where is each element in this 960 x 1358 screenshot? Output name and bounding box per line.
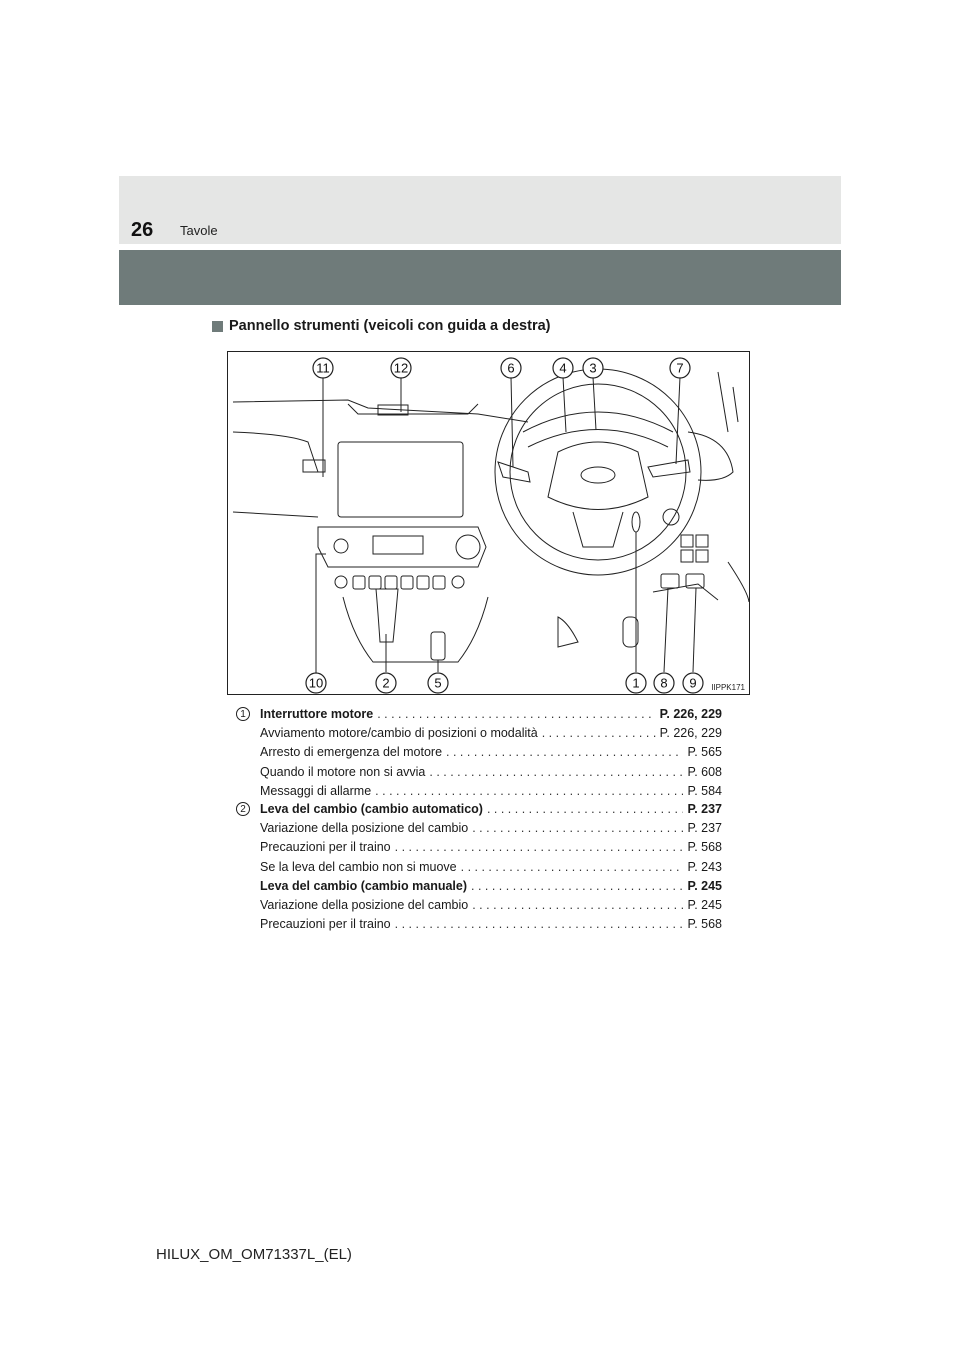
entry-label: Leva del cambio (cambio manuale)	[260, 878, 468, 893]
section-heading	[212, 318, 551, 334]
svg-text:3: 3	[589, 360, 597, 376]
svg-text:2: 2	[382, 675, 390, 691]
entry-row	[260, 838, 722, 857]
svg-text:9: 9	[689, 675, 697, 691]
entry-label: Avviamento motore/cambio di posizioni o modalità	[260, 726, 538, 741]
entry-2	[232, 800, 722, 934]
entry-row	[260, 915, 722, 934]
entry-row	[260, 896, 722, 915]
entry-row	[260, 800, 722, 819]
callout-10	[306, 673, 326, 693]
entry-label: Precauzioni per il traino	[260, 917, 391, 932]
entry-label: Interruttore motore	[260, 707, 374, 721]
page-reference[interactable]: P. 584	[687, 783, 722, 798]
callout-4	[553, 358, 573, 378]
svg-text:8: 8	[660, 675, 668, 691]
leader-dots	[471, 877, 683, 896]
chapter-title: Tavole	[180, 223, 218, 238]
entry-row	[260, 877, 722, 896]
page-reference[interactable]: P. 568	[687, 840, 722, 855]
callout-1	[626, 673, 646, 693]
entry-label: Se la leva del cambio non si muove	[260, 859, 457, 874]
entry-row	[260, 782, 722, 801]
svg-text:5: 5	[434, 675, 442, 691]
leader-dots	[487, 800, 684, 819]
page-reference[interactable]: P. 226, 229	[659, 707, 722, 721]
svg-text:12: 12	[393, 360, 409, 376]
entry-row	[260, 743, 722, 762]
page-reference[interactable]: P. 237	[687, 821, 722, 836]
entry-1	[232, 705, 722, 801]
entry-row	[260, 858, 722, 877]
entry-row	[260, 763, 722, 782]
instrument-panel-illustration	[227, 351, 750, 695]
page-reference[interactable]: P. 237	[687, 802, 722, 816]
leader-dots	[375, 782, 683, 801]
header-band	[119, 176, 841, 244]
entry-label: Variazione della posizione del cambio	[260, 898, 469, 913]
svg-text:6: 6	[507, 360, 515, 376]
leader-dots	[395, 838, 684, 857]
entry-label: Leva del cambio (cambio automatico)	[260, 802, 483, 816]
callout-11	[313, 358, 333, 378]
leader-dots	[472, 896, 683, 915]
callout-3	[583, 358, 603, 378]
entry-label: Messaggi di allarme	[260, 783, 372, 798]
page-reference[interactable]: P. 226, 229	[659, 726, 722, 741]
page-reference[interactable]: P. 245	[687, 898, 722, 913]
callout-6	[501, 358, 521, 378]
svg-text:10: 10	[308, 675, 324, 691]
section-band	[119, 250, 841, 305]
section-title: Pannello strumenti (veicoli con guida a destra)	[229, 318, 551, 334]
page-reference[interactable]: P. 245	[687, 878, 722, 893]
entry-label: Variazione della posizione del cambio	[260, 821, 469, 836]
leader-dots	[377, 705, 655, 724]
leader-dots	[542, 724, 656, 743]
page-reference[interactable]: P. 565	[687, 745, 722, 760]
callout-7	[670, 358, 690, 378]
svg-text:11: 11	[316, 360, 330, 376]
page-reference[interactable]: P. 568	[687, 917, 722, 932]
page-reference[interactable]: P. 243	[687, 859, 722, 874]
entry-row	[260, 705, 722, 724]
entry-number: 1	[236, 707, 250, 721]
callout-5	[428, 673, 448, 693]
document-footer: HILUX_OM_OM71337L_(EL)	[156, 1246, 352, 1263]
page-number: 26	[131, 219, 154, 241]
entry-row	[260, 819, 722, 838]
entry-number: 2	[236, 802, 250, 816]
entry-label: Precauzioni per il traino	[260, 840, 391, 855]
leader-dots	[429, 763, 683, 782]
leader-dots	[461, 858, 684, 877]
figure-code: IIPPK171	[711, 683, 745, 692]
leader-dots	[395, 915, 684, 934]
entry-label: Quando il motore non si avvia	[260, 764, 426, 779]
entry-label: Arresto di emergenza del motore	[260, 745, 443, 760]
page-reference[interactable]: P. 608	[687, 764, 722, 779]
callout-9	[683, 673, 703, 693]
svg-text:1: 1	[632, 675, 640, 691]
svg-text:4: 4	[559, 360, 567, 376]
leader-dots	[472, 819, 683, 838]
entry-row	[260, 724, 722, 743]
svg-text:7: 7	[676, 360, 684, 376]
callout-8	[654, 673, 674, 693]
callout-12	[391, 358, 411, 378]
callout-2	[376, 673, 396, 693]
square-bullet-icon	[212, 321, 223, 332]
leader-dots	[446, 743, 683, 762]
